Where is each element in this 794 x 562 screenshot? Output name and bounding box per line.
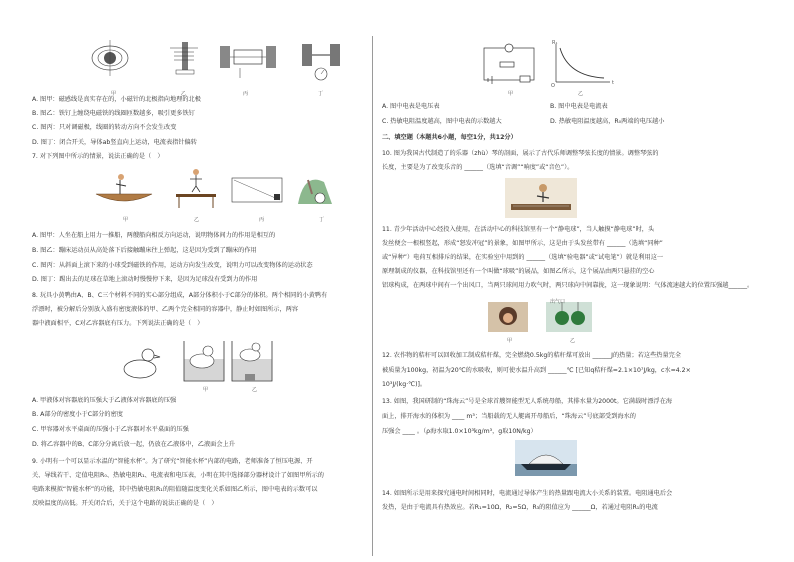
q7-caption-jia: 甲 bbox=[123, 217, 129, 223]
circuit-caption-jia: 甲 bbox=[508, 91, 514, 97]
fig-caption-yi: 乙 bbox=[181, 91, 187, 97]
q7-stem: 7. 对下列图中所示的情景，说法正确的是（ ） bbox=[32, 153, 164, 160]
q10-line-1: 10. 图为我国古代制造了的乐器（zhù）琴的剖面，展示了古代乐师调整琴弦长度的情景。调整琴弦的 bbox=[382, 150, 659, 157]
q11-line-4: 原理制成的仪器，在科技馆里还有一个叫做“球吸”的展品，如图乙所示，这个展品由两只悬挂的空心 bbox=[382, 268, 655, 275]
q8-caption-yi: 乙 bbox=[252, 387, 258, 393]
q11-caption-jia: 甲 bbox=[507, 338, 513, 344]
force-figures bbox=[94, 164, 338, 214]
magnetism-figures bbox=[90, 38, 350, 88]
right-column bbox=[380, 0, 770, 562]
circuit-figure bbox=[484, 44, 534, 84]
q8-line-1: 8. 玩具小黄鸭由A、B、C三个材料不同的实心部分组成，A部分体积小于C部分的体积。两个相同的小黄鸭有 bbox=[32, 292, 328, 299]
q6-option-a: A. 图甲：磁感线是真实存在的，小磁针的北极指向地理的北极 bbox=[32, 96, 201, 103]
boat-figure bbox=[96, 174, 152, 201]
q8-line-2: 浮漂时，被分解后分别放入盛有密度液体的甲、乙两个完全相同的容器中，静止时如图所示，两容 bbox=[32, 306, 299, 313]
container-yi-figure bbox=[232, 341, 272, 381]
earth-magnetic-field-figure bbox=[92, 40, 128, 76]
q9-option-c: C. 热敏电阻温度越高，图中电表的示数越大 bbox=[382, 118, 502, 125]
q11-line-5: 铝球构成，在两球中间有一个出风口，当两只球间用力吹气时，两只球向中间靠拢，这一现象说明：气体流速越大的位置压强越______。 bbox=[382, 282, 754, 289]
q9-option-b: B. 图中电表是电流表 bbox=[550, 103, 608, 110]
motor-figure bbox=[220, 46, 276, 78]
q7-option-a: A. 图甲：人坐在船上用力一推船，两艘船向相反方向运动，说明物体间力的作用是相互的 bbox=[32, 232, 276, 239]
q7-option-b: B. 图乙：蹦床运动员从高处落下后接触蹦床往上弹起，这是因为受到了蹦床的作用 bbox=[32, 247, 257, 254]
q8-line-3: 器中液面相平，C对乙容器底有压力。下列说法正确的是（ ） bbox=[32, 320, 204, 327]
graph-x-label: t bbox=[612, 80, 614, 86]
q8-option-d: D. 将乙容器中的B、C部分分离后放一起，仍放在乙液体中，乙液面会上升 bbox=[32, 441, 235, 448]
q9-option-a: A. 图中电表是电压表 bbox=[382, 103, 440, 110]
q12-line-2: 被质量为100kg，初温为20℃的水吸收，则可使水温升高到 ______℃ [已知q秸秆煤=2.1×10⁷J/kg，c水=4.2× bbox=[382, 367, 691, 374]
graph-origin-label: O bbox=[551, 83, 555, 89]
q9-line-3: 电路来模拟“智能水杯”的功能，其中热敏电阻R₁的阻值随温度变化关系如图乙所示，图中电表的示数可以 bbox=[32, 486, 318, 493]
resistance-graph bbox=[556, 44, 610, 82]
q11-caption-yi: 乙 bbox=[570, 338, 576, 344]
fig-caption-bing: 丙 bbox=[243, 91, 249, 97]
q6-option-c: C. 图丙：只对调磁极，线圈的转动方向不会发生改变 bbox=[32, 124, 177, 131]
q7-option-d: D. 图丁：踢出去的足球在草地上滚动时慢慢停下来，是因为足球没有受到力的作用 bbox=[32, 276, 258, 283]
q7-caption-ding: 丁 bbox=[319, 217, 325, 223]
duck-figures bbox=[120, 335, 280, 385]
q9-line-2: 关、导线若干、定值电阻R₀、热敏电阻R₁、电流表和电压表，小明在其中选择部分器材设计了如图甲所示的 bbox=[32, 472, 324, 479]
q8-option-a: A. 甲液体对容器底的压强大于乙液体对容器底的压强 bbox=[32, 397, 177, 404]
circuit-and-graph bbox=[480, 40, 620, 88]
q12-line-3: 10³J/(kg·℃)]。 bbox=[382, 381, 427, 388]
q8-caption-jia: 甲 bbox=[203, 387, 209, 393]
q11-line-2: 发丝便会一根根竖起，形成“怒发冲冠”的景象，如图甲所示，这是由于头发丝带有 ______（选填“同种” bbox=[382, 240, 663, 247]
column-divider bbox=[372, 36, 373, 556]
q6-option-d: D. 图丁：闭合开关，导体ab竖直向上运动，电流表指针偏转 bbox=[32, 139, 197, 146]
air-outlet-label: 出气口 bbox=[550, 299, 566, 305]
q10-line-2: 长度，主要是为了改变乐音的 ______（选填“音调”“响度”或“音色”）。 bbox=[382, 164, 574, 171]
q14-line-2: 发热，是由于电流具有热效应。若R₁=10Ω，R₂=5Ω，R₃的阻值应为 ______Ω，若通过电阻R₁的电流 bbox=[382, 504, 658, 511]
q13-line-1: 13. 如图，我国研制的“珠海云”号是全球首艘智能型无人系统母船，其排水量为2000t。它满载时漂浮在海 bbox=[382, 398, 673, 405]
q11-line-1: 11. 青少年活动中心经投入使用，在活动中心的科技馆里有一个“静电球”，当人触摸“静电球”时，头 bbox=[382, 226, 655, 233]
q11-line-3: 或“异种”）电荷互相排斥的结果，在实验室中用到的 ______（选填“验电器”或“试电笔”）就是利用这一 bbox=[382, 254, 664, 261]
left-column bbox=[28, 0, 368, 562]
circuit-caption-yi: 乙 bbox=[578, 91, 584, 97]
q13-line-2: 面上，排开海水的体积为 ____ m³；当船载的无人艇离开母船后，“珠海云”号底部受到海水的 bbox=[382, 413, 636, 420]
q12-line-1: 12. 农作物的秸秆可以回收加工制成秸秆煤，完全燃烧0.5kg的秸秆煤可放出 ______J的热量；若这些热量完全 bbox=[382, 352, 682, 359]
fig-caption-ding: 丁 bbox=[318, 91, 324, 97]
q7-option-c: C. 图丙：从斜面上滚下来的小球受到磁铁的作用，运动方向发生改变，说明力可以改变物体的运动状态 bbox=[32, 262, 313, 269]
q6-option-b: B. 图乙：铁钉上缠绕电磁铁的线圈匝数越多，吸引更多铁钉 bbox=[32, 110, 195, 117]
ship-photo bbox=[515, 440, 577, 476]
q8-option-b: B. A部分的密度小于C部分的密度 bbox=[32, 411, 123, 418]
induction-figure bbox=[302, 44, 340, 80]
q9-line-1: 9. 小明有一个可以显示水温的“智能水杯”。为了研究“智能水杯”内部的电路，老师准备了恒压电源、开 bbox=[32, 458, 313, 465]
q14-line-1: 14. 如图所示是用来探究通电时间相同时，电流通过导体产生的热量跟电流大小关系的装置。电阻通电后会 bbox=[382, 490, 673, 497]
fig-caption-jia: 甲 bbox=[111, 91, 117, 97]
electromagnet-figure bbox=[170, 42, 198, 74]
q13-line-3: 压强会 ____ 。（ρ海水取1.0×10³kg/m³，g取10N/kg） bbox=[382, 428, 537, 435]
zither-figure bbox=[505, 178, 577, 218]
container-jia-figure bbox=[184, 341, 224, 381]
football-figure bbox=[298, 180, 332, 204]
graph-y-label: R₁ bbox=[552, 40, 558, 46]
duck-figure bbox=[124, 349, 160, 378]
trampoline-figure bbox=[176, 169, 216, 208]
static-hair-photo bbox=[488, 302, 528, 332]
q9-line-4: 反映温度的高低。开关闭合后，关于这个电路的说法正确的是（ ） bbox=[32, 500, 218, 507]
q9-option-d: D. 热敏电阻温度越高，R₀两端的电压越小 bbox=[550, 118, 665, 125]
q7-caption-yi: 乙 bbox=[194, 217, 200, 223]
ball-suction-photo bbox=[546, 302, 592, 332]
q7-caption-bing: 丙 bbox=[259, 217, 265, 223]
static-ball-figures bbox=[488, 296, 598, 336]
q8-option-c: C. 甲容器对水平桌面的压强小于乙容器对水平桌面的压强 bbox=[32, 426, 189, 433]
section-2-heading: 二、填空题（本题共6小题，每空1分，共12分） bbox=[382, 134, 517, 141]
ramp-magnet-figure bbox=[232, 178, 282, 202]
